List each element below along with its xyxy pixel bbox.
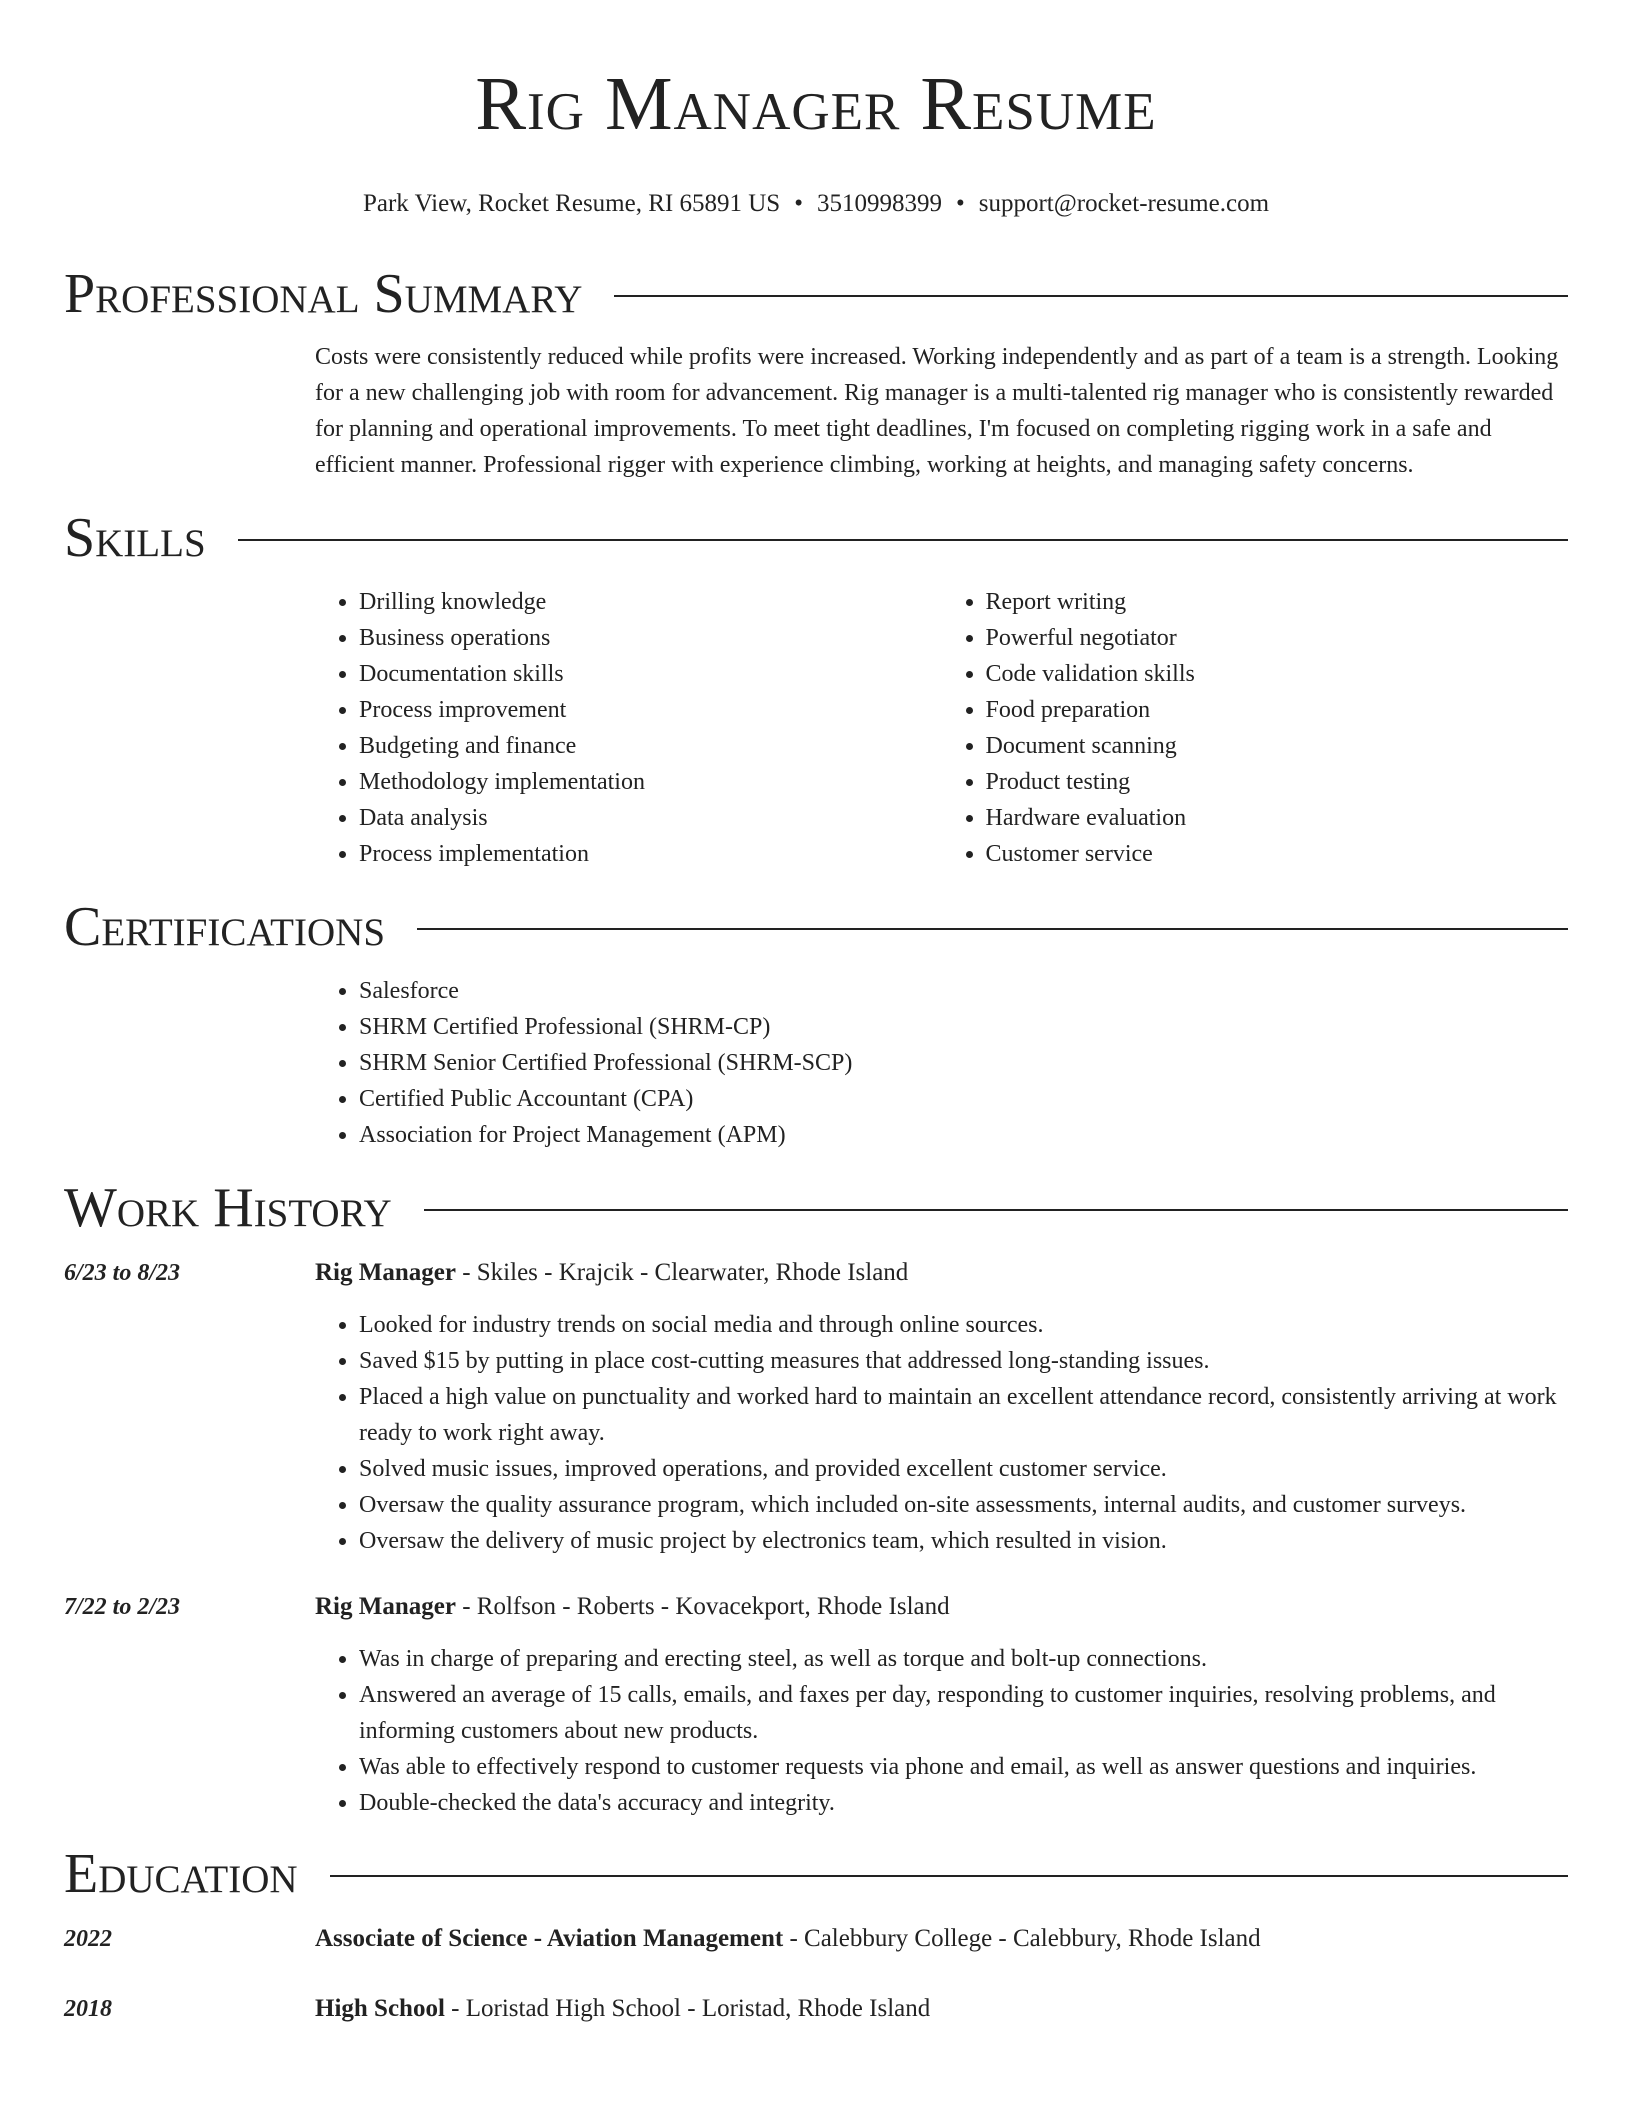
contact-line [64, 189, 1568, 219]
contact-address: Park View, Rocket Resume, RI 65891 US [362, 190, 781, 217]
certifications-title: Certifications [64, 896, 386, 958]
job-details: - Skiles - Krajcik - Clearwater, Rhode Island [455, 1259, 909, 1286]
skill-item: • Drilling knowledge [359, 584, 942, 620]
section-divider [417, 928, 1568, 930]
job-header [315, 1589, 950, 1625]
job-bullet: • Oversaw the quality assurance program, which included on-site assessments, internal audits, and customer surveys. [359, 1487, 1568, 1523]
certifications-list [315, 973, 1568, 1153]
education-heading [64, 1843, 1568, 1905]
skill-item: • Product testing [986, 764, 1569, 800]
skills-list [315, 584, 1568, 872]
contact-phone: 3510998399 [816, 190, 942, 217]
summary-heading [64, 263, 1568, 325]
job-role: Rig Manager [315, 1593, 456, 1620]
skills-column-right [942, 584, 1569, 872]
section-divider [614, 295, 1568, 297]
certifications-heading [64, 896, 1568, 958]
job-bullets [315, 1307, 1568, 1559]
education-entry [64, 1921, 1568, 1957]
job-bullet: • Solved music issues, improved operations, and provided excellent customer service. [359, 1451, 1568, 1487]
job-header [315, 1255, 908, 1291]
education-header [315, 1991, 930, 2027]
skills-column-left [315, 584, 942, 872]
skill-item: • Data analysis [359, 800, 942, 836]
job-dates: 6/23 to 8/23 [64, 1260, 181, 1286]
skill-item: • Documentation skills [359, 656, 942, 692]
skill-item: • Process improvement [359, 692, 942, 728]
education-degree: Associate of Science - Aviation Management [315, 1925, 784, 1952]
summary-title: Professional Summary [64, 263, 583, 325]
certification-item: • Association for Project Management (APM) [359, 1117, 1568, 1153]
job-details: - Rolfson - Roberts - Kovacekport, Rhode Island [455, 1593, 950, 1620]
skill-item: • Hardware evaluation [986, 800, 1569, 836]
job-bullet: • Answered an average of 15 calls, emails, and faxes per day, responding to customer inquiries, resolving problems, and informing customers about new products. [359, 1677, 1568, 1749]
certification-item: • Salesforce [359, 973, 1568, 1009]
section-divider [238, 539, 1568, 541]
section-divider [330, 1875, 1568, 1877]
job-bullet: • Was in charge of preparing and erecting steel, as well as torque and bolt-up connections. [359, 1641, 1568, 1677]
work-title: Work History [64, 1177, 392, 1239]
skill-item: • Powerful negotiator [986, 620, 1569, 656]
education-entry [64, 1991, 1568, 2027]
education-details: - Calebbury College - Calebbury, Rhode Island [783, 1925, 1261, 1952]
work-heading [64, 1177, 1568, 1239]
job-entry [64, 1255, 1568, 1559]
skill-item: • Methodology implementation [359, 764, 942, 800]
section-divider [424, 1209, 1568, 1211]
education-details: - Loristad High School - Loristad, Rhode Island [444, 1995, 931, 2022]
certification-item: • SHRM Certified Professional (SHRM-CP) [359, 1009, 1568, 1045]
skill-item: • Document scanning [986, 728, 1569, 764]
skill-item: • Report writing [986, 584, 1569, 620]
education-title: Education [64, 1843, 298, 1905]
skills-title: Skills [64, 507, 206, 569]
skill-item: • Customer service [986, 836, 1569, 872]
skill-item: • Business operations [359, 620, 942, 656]
certification-item: • SHRM Senior Certified Professional (SHRM-SCP) [359, 1045, 1568, 1081]
job-role: Rig Manager [315, 1259, 456, 1286]
certification-item: • Certified Public Accountant (CPA) [359, 1081, 1568, 1117]
contact-separator: • [794, 190, 803, 217]
contact-separator: • [955, 190, 965, 217]
education-year: 2018 [64, 1996, 112, 2022]
job-bullet: • Saved $15 by putting in place cost-cutting measures that addressed long-standing issues. [359, 1343, 1568, 1379]
skill-item: • Budgeting and finance [359, 728, 942, 764]
resume-title: Rig Manager Resume [475, 62, 1157, 146]
job-entry [64, 1589, 1568, 1821]
job-bullet: • Oversaw the delivery of music project by electronics team, which resulted in vision. [359, 1523, 1568, 1559]
skill-item: • Process implementation [359, 836, 942, 872]
job-bullet: • Placed a high value on punctuality and worked hard to maintain an excellent attendance record, consistently arriving at work ready to work right away. [359, 1379, 1568, 1451]
job-bullet: • Double-checked the data's accuracy and integrity. [359, 1785, 1568, 1821]
skill-item: • Food preparation [986, 692, 1569, 728]
skill-item: • Code validation skills [986, 656, 1569, 692]
job-dates: 7/22 to 2/23 [64, 1594, 181, 1620]
education-year: 2022 [64, 1926, 112, 1952]
summary-text: Costs were consistently reduced while profits were increased. Working independently and as part of a team is a strength. Looking for a new challenging job with room for advancement. Rig manager is a multi-talented rig manager who is consistently rewarded for planning and operational improvements. To meet tight deadlines, I'm focused on completing rigging work in a safe and efficient manner. Professional rigger with experience climbing, working at heights, and managing safety concerns. [315, 344, 1559, 478]
skills-heading [64, 507, 1568, 569]
contact-email[interactable]: support@rocket-resume.com [978, 190, 1270, 217]
job-bullets [315, 1641, 1568, 1821]
job-bullet: • Was able to effectively respond to customer requests via phone and email, as well as answer questions and inquiries. [359, 1749, 1568, 1785]
education-degree: High School [315, 1995, 445, 2022]
job-bullet: • Looked for industry trends on social media and through online sources. [359, 1307, 1568, 1343]
education-header [315, 1921, 1261, 1957]
